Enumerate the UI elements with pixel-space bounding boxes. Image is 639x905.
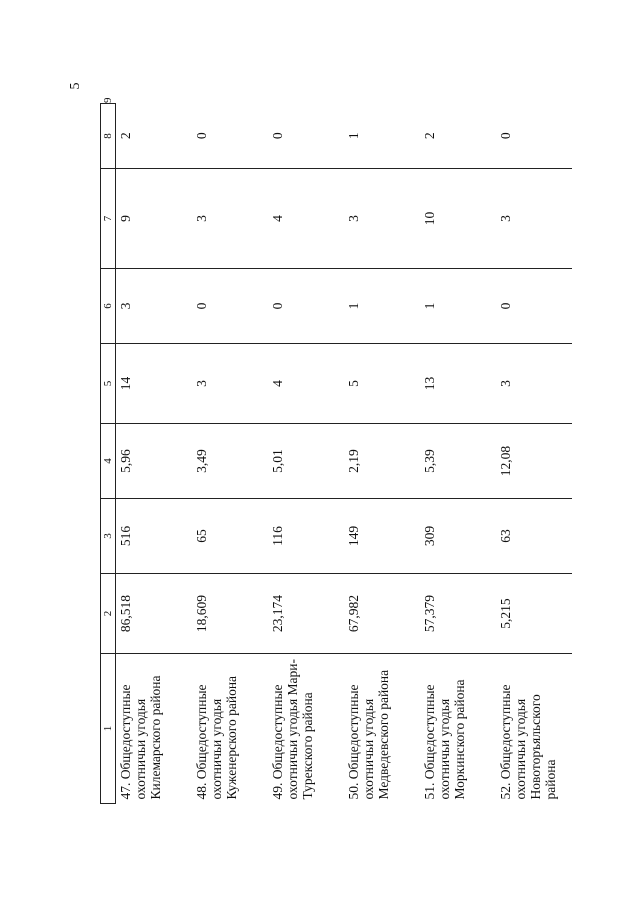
value-cell: 0	[192, 104, 268, 169]
value-cell: 12,08	[496, 424, 572, 499]
value-cell: 1	[344, 269, 420, 344]
value-cell: 3	[192, 169, 268, 269]
value-cell: 3	[116, 269, 193, 344]
value-cell: 149	[344, 499, 420, 574]
value-cell: 5,96	[116, 424, 193, 499]
value-cell: 0	[268, 104, 344, 169]
value-cell: 3	[496, 344, 572, 424]
header-cell: 1	[101, 654, 116, 804]
table-row	[268, 104, 344, 804]
header-cell: 3	[101, 499, 116, 574]
value-cell: 10	[420, 169, 496, 269]
header-row: 1 2 3 4 5 6 7 8 9	[101, 104, 116, 804]
value-cell: 0	[496, 269, 572, 344]
value-cell: 23,174	[268, 574, 344, 654]
header-cell: 8	[101, 104, 116, 169]
value-cell: 2,19	[344, 424, 420, 499]
table-row	[420, 104, 496, 804]
value-cell: 116	[268, 499, 344, 574]
table-row	[192, 104, 268, 804]
value-cell: 5	[344, 344, 420, 424]
value-cell: 63	[496, 499, 572, 574]
hunting-grounds-table	[100, 97, 572, 804]
table-row	[496, 104, 572, 804]
value-cell: 4	[268, 169, 344, 269]
value-cell: 3	[496, 169, 572, 269]
area-name-cell: 51. Общедоступные охотничьи угодья Моркинского района	[422, 679, 467, 800]
value-cell: 57,379	[420, 574, 496, 654]
area-name-cell: 47. Общедоступные охотничьи угодья Килемарского района	[118, 675, 163, 800]
area-name-cell: 49. Общедоступные охотничьи угодья Мари-Турекского района	[270, 658, 315, 800]
value-cell: 67,982	[344, 574, 420, 654]
table-row	[344, 104, 420, 804]
value-cell: 516	[116, 499, 193, 574]
value-cell: 18,609	[192, 574, 268, 654]
value-cell: 5,39	[420, 424, 496, 499]
value-cell: 3	[192, 344, 268, 424]
value-cell: 5,215	[496, 574, 572, 654]
value-cell: 4	[268, 344, 344, 424]
value-cell: 309	[420, 499, 496, 574]
area-name-cell: 52. Общедоступные охотничьи угодья Новоторъяльского района	[498, 684, 558, 800]
value-cell: 9	[116, 169, 193, 269]
value-cell: 1	[344, 104, 420, 169]
page-number: 5	[68, 82, 83, 90]
header-cell: 5	[101, 344, 116, 424]
value-cell: 2	[116, 104, 193, 169]
value-cell: 0	[496, 104, 572, 169]
value-cell: 0	[268, 269, 344, 344]
value-cell: 65	[192, 499, 268, 574]
value-cell: 3,49	[192, 424, 268, 499]
header-cell: 7	[101, 169, 116, 269]
value-cell: 1	[420, 269, 496, 344]
area-name-cell: 50. Общедоступные охотничьи угодья Медведевского района	[346, 669, 391, 800]
area-name-cell: 48. Общедоступные охотничьи угодья Куженерского района	[194, 675, 239, 800]
header-cell: 6	[101, 269, 116, 344]
hunting-grounds-table-rotated	[100, 97, 558, 804]
header-cell: 4	[101, 424, 116, 499]
value-cell: 14	[116, 344, 193, 424]
value-cell: 5,01	[268, 424, 344, 499]
value-cell: 0	[192, 269, 268, 344]
value-cell: 2	[420, 104, 496, 169]
value-cell: 3	[344, 169, 420, 269]
value-cell: 13	[420, 344, 496, 424]
value-cell: 86,518	[116, 574, 193, 654]
table-row	[116, 104, 193, 804]
header-cell: 2	[101, 574, 116, 654]
